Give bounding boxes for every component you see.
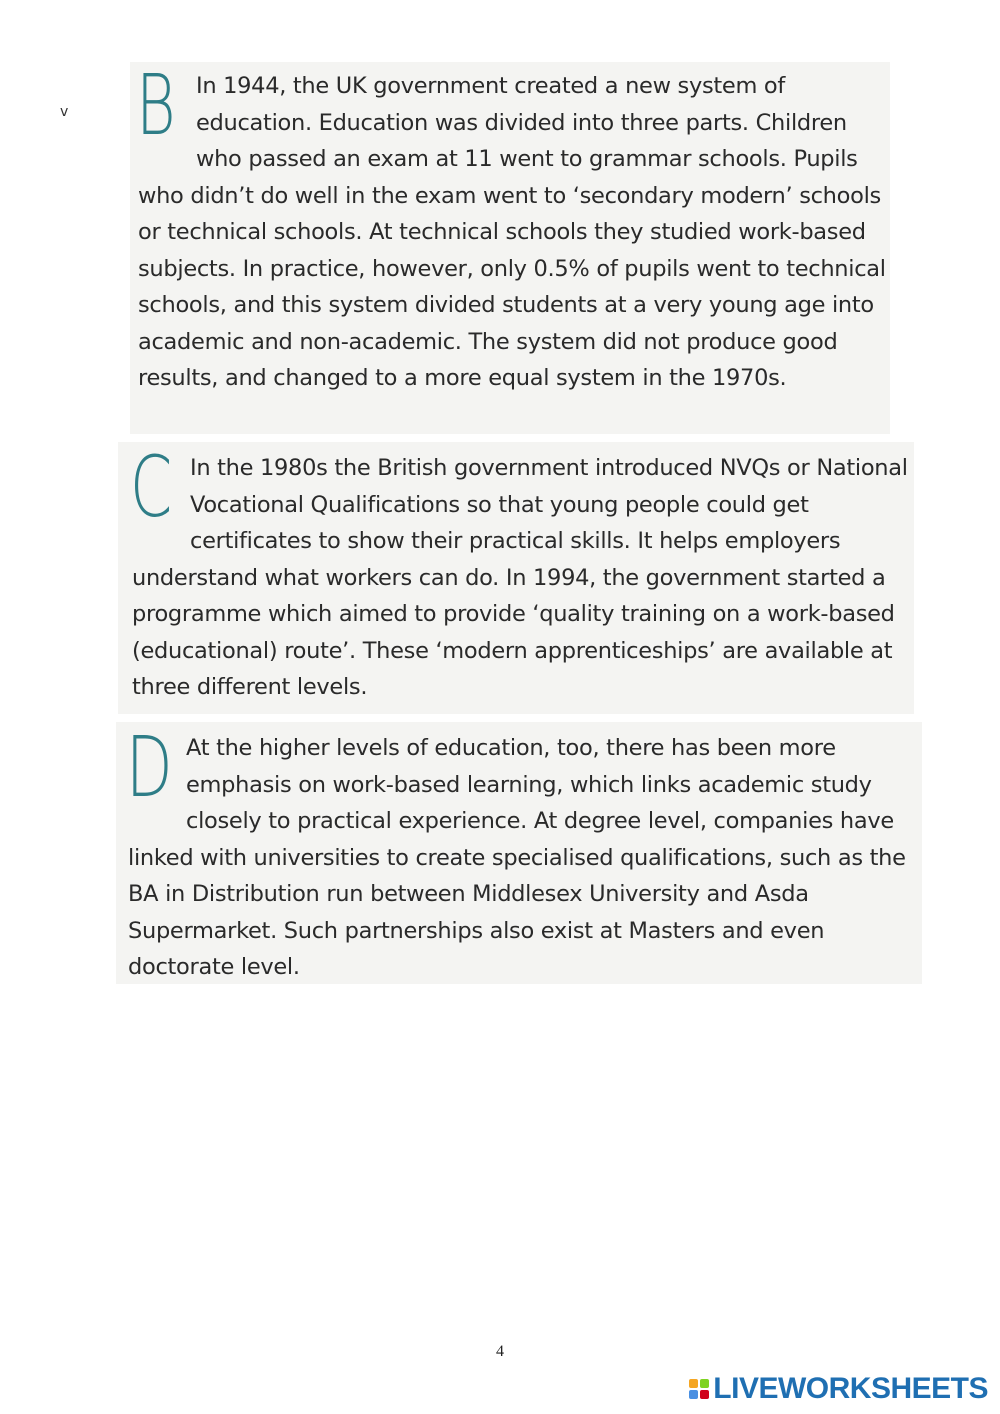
logo-tile: [700, 1379, 709, 1388]
logo-tile: [700, 1390, 709, 1399]
drop-cap-letter: C: [130, 438, 173, 536]
margin-mark: v: [60, 104, 69, 120]
drop-cap-letter: B: [136, 56, 176, 154]
brand-name: LIVEWORKSHEETS: [713, 1372, 988, 1405]
section-text: At the higher levels of education, too, there has been more emphasis on work-based learning, which links academic study closely to practical experience. At degree level, companies have linked with universities to create specialised qualifications, such as the BA in Distribution run between Middlesex University and Asda Supermarket. Such partnerships also exist at Masters and even doctorate level.: [128, 735, 906, 980]
logo-tile: [689, 1379, 698, 1388]
section-d: [116, 718, 922, 984]
section-c: [118, 438, 914, 714]
page-number: 4: [496, 1343, 504, 1360]
liveworksheets-logo-icon: [689, 1379, 709, 1399]
drop-cap-letter: D: [126, 718, 173, 816]
section-text: In 1944, the UK government created a new system of education. Education was divided into three parts. Children who passed an exam at 11 went to grammar schools. Pupils who didn’t do well in the exam went to ‘secondary modern’ schools or technical schools. At technical schools they studied work-based subjects. In practice, however, only 0.5% of pupils went to technical schools, and this system divided students at a very young age into academic and non-academic. The system did not produce good results, and changed to a more equal system in the 1970s.: [138, 73, 886, 391]
section-b: [130, 56, 890, 434]
section-text: In the 1980s the British government introduced NVQs or National Vocational Qualifications so that young people could get certificates to show their practical skills. It helps employers understand what workers can do. In 1994, the government started a programme which aimed to provide ‘quality training on a work-based (educational) route’. These ‘modern apprenticeships’ are available at three different levels.: [132, 455, 908, 700]
brand-watermark[interactable]: [689, 1373, 988, 1405]
logo-tile: [689, 1390, 698, 1399]
